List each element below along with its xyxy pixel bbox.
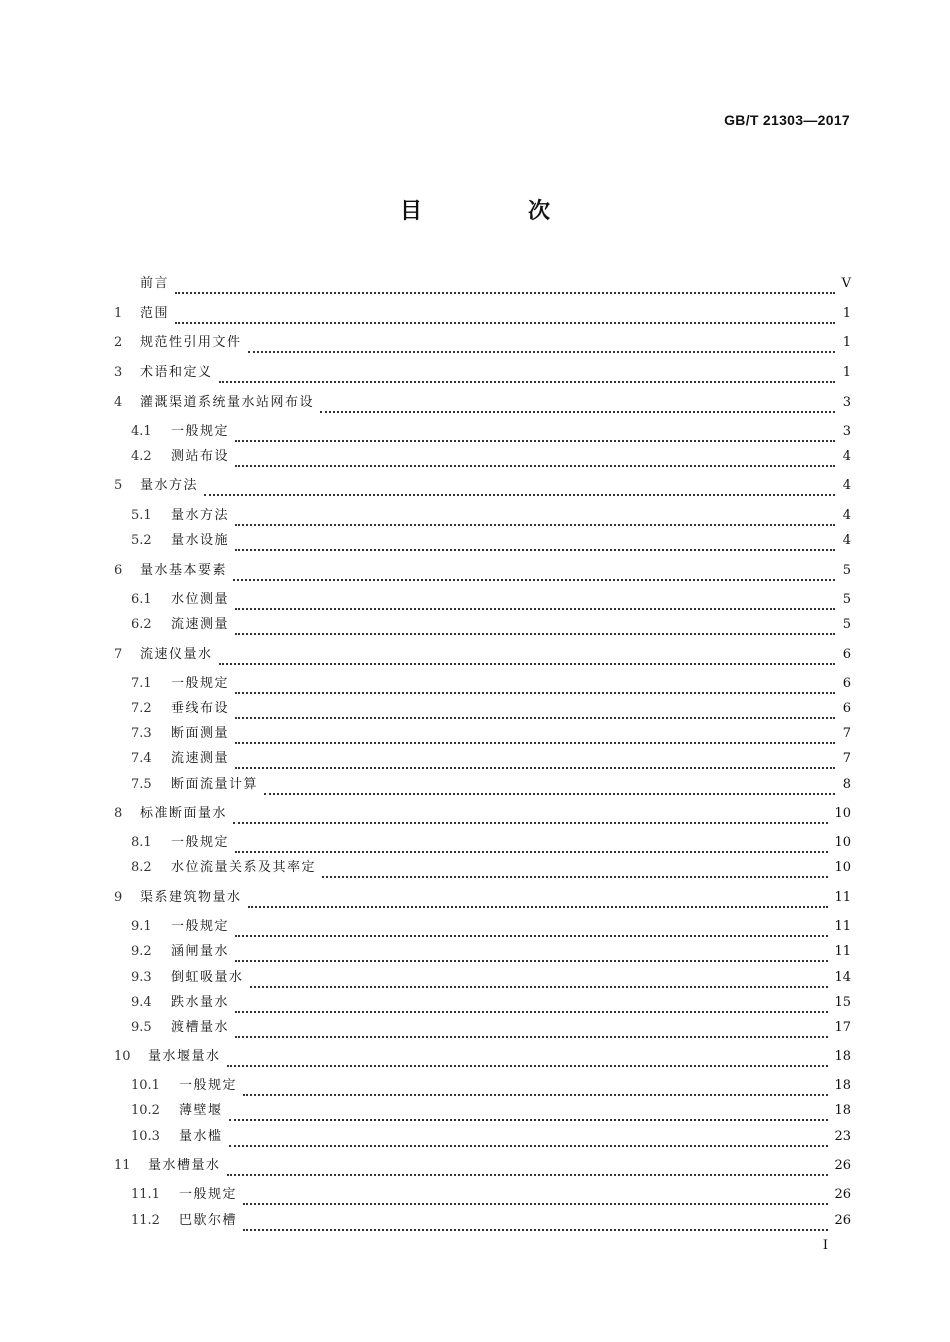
toc-item[interactable] [114,363,851,383]
toc-item[interactable] [114,1156,851,1176]
toc-dot-leader [227,1052,829,1067]
toc-item-title: 流速仪量水 [140,647,213,662]
toc-item-page: 11 [834,944,851,959]
toc-item-number: 4.2 [131,449,152,464]
toc-item-title: 一般规定 [171,424,230,439]
toc-item[interactable] [131,590,851,610]
toc-item-number: 11.1 [131,1187,160,1202]
toc-dot-leader [235,679,835,694]
toc-item[interactable] [131,422,851,442]
toc-item[interactable] [131,917,851,937]
toc-item-title: 水位流量关系及其率定 [171,860,317,875]
toc-item[interactable] [114,304,851,324]
toc-dot-leader [233,566,835,581]
toc-dot-leader [248,338,835,353]
toc-item-title: 一般规定 [179,1187,238,1202]
toc-item-title: 巴歇尔槽 [179,1213,238,1228]
toc-item-page: 6 [842,701,851,716]
toc-item[interactable] [114,561,851,581]
toc-item[interactable] [131,1185,851,1205]
toc-item-number: 7 [114,647,123,662]
toc-item-number: 7.1 [131,676,152,691]
toc-item-page: 26 [834,1213,851,1228]
toc-item-page: 18 [834,1103,851,1118]
toc-item-number: 10.3 [131,1129,160,1144]
toc-item[interactable] [114,1047,851,1067]
toc-item[interactable] [131,506,851,526]
toc-item[interactable] [114,274,851,294]
toc-item[interactable] [131,699,851,719]
toc-item-page: 18 [834,1049,851,1064]
toc-item-number: 5.1 [131,508,152,523]
toc-item-number: 9.3 [131,970,152,985]
toc-item-number: 9.1 [131,919,152,934]
toc-item-number: 1 [114,306,123,321]
toc-item[interactable] [131,531,851,551]
toc-item[interactable] [131,1076,851,1096]
toc-item-number: 2 [114,335,123,350]
toc-dot-leader [233,809,828,824]
toc-item[interactable] [131,993,851,1013]
toc-item-page: 6 [842,676,851,691]
toc-item-number: 11 [114,1158,131,1173]
toc-item-page: 26 [834,1187,851,1202]
toc-item-page: 10 [834,806,851,821]
toc-dot-leader [243,1190,828,1205]
toc-item-number: 3 [114,365,123,380]
toc-item[interactable] [114,804,851,824]
toc-dot-leader [204,481,835,496]
toc-item-number: 4.1 [131,424,152,439]
toc-item-number: 5.2 [131,533,152,548]
toc-item-number: 6.1 [131,592,152,607]
toc-item-page: 18 [834,1078,851,1093]
toc-item[interactable] [114,476,851,496]
toc-item-title: 一般规定 [179,1078,238,1093]
toc-item-title: 跌水量水 [171,995,230,1010]
toc-item-page: 10 [834,860,851,875]
toc-item[interactable] [131,615,851,635]
toc-dot-leader [264,780,835,795]
toc-item[interactable] [131,674,851,694]
toc-item-title: 一般规定 [171,919,230,934]
toc-dot-leader [243,1216,828,1231]
toc-item-title: 涵闸量水 [171,944,230,959]
toc-item-number: 9.2 [131,944,152,959]
toc-dot-leader [229,1132,829,1147]
toc-item-page: 5 [842,592,851,607]
toc-item-title: 流速测量 [171,751,230,766]
toc-dot-leader [235,754,835,769]
toc-item[interactable] [114,645,851,665]
page-number: I [822,1238,828,1253]
toc-dot-leader [175,309,835,324]
toc-item[interactable] [114,393,851,413]
toc-item[interactable] [131,833,851,853]
toc-dot-leader [235,838,828,853]
toc-item-page: 1 [842,306,851,321]
page-title: 目 次 [399,199,592,224]
toc-item-title: 量水设施 [171,533,230,548]
toc-dot-leader [235,536,835,551]
toc-item-number: 7.4 [131,751,152,766]
toc-item-number: 8.2 [131,860,152,875]
toc-item-title: 测站布设 [171,449,230,464]
toc-item-title: 一般规定 [171,835,230,850]
toc-dot-leader [235,620,835,635]
toc-dot-leader [235,1023,828,1038]
toc-item-page: 6 [842,647,851,662]
toc-item-number: 9.5 [131,1020,152,1035]
toc-item-number: 7.3 [131,726,152,741]
toc-item-title: 倒虹吸量水 [171,970,244,985]
toc-item-title: 量水槽量水 [148,1158,221,1173]
toc-item-title: 流速测量 [171,617,230,632]
toc-item[interactable] [131,749,851,769]
toc-dot-leader [235,729,835,744]
toc-item-page: 26 [834,1158,851,1173]
toc-item-title: 标准断面量水 [140,806,228,821]
toc-item-title: 范围 [140,306,170,321]
toc-item-number: 9 [114,890,123,905]
toc-dot-leader [229,1106,829,1121]
toc-dot-leader [235,998,828,1013]
toc-item-title: 量水基本要素 [140,563,228,578]
toc-item-number: 8.1 [131,835,152,850]
toc-dot-leader [322,863,828,878]
toc-dot-leader [250,973,829,988]
toc-item[interactable] [131,1127,851,1147]
toc-item-number: 7.5 [131,777,152,792]
toc-item[interactable] [131,447,851,467]
toc-dot-leader [227,1161,829,1176]
toc-item-page: 11 [834,919,851,934]
toc-item[interactable] [114,888,851,908]
toc-item-page: 8 [842,777,851,792]
toc-item[interactable] [131,1018,851,1038]
toc-item[interactable] [131,1211,851,1231]
toc-dot-leader [320,398,835,413]
toc-item-page: 23 [834,1129,851,1144]
toc-item-title: 术语和定义 [140,365,213,380]
toc-item-page: 3 [842,395,851,410]
toc-item-number: 7.2 [131,701,152,716]
toc-item[interactable] [114,333,851,353]
toc-item-page: 7 [842,726,851,741]
toc-item-title: 量水方法 [171,508,230,523]
toc-item-number: 10 [114,1049,131,1064]
toc-item-page: 5 [842,617,851,632]
toc-item-page: 15 [834,995,851,1010]
toc-item-page: 10 [834,835,851,850]
toc-dot-leader [235,452,835,467]
toc-dot-leader [235,595,835,610]
toc-item-page: 1 [842,335,851,350]
toc-item-title: 灌溉渠道系统量水站网布设 [140,395,315,410]
toc-item-number: 4 [114,395,123,410]
toc-item[interactable] [131,942,851,962]
toc-dot-leader [248,893,829,908]
toc-dot-leader [175,279,835,294]
toc-dot-leader [235,947,828,962]
toc-dot-leader [235,427,835,442]
toc-item-title: 渠系建筑物量水 [140,890,242,905]
toc-item[interactable] [131,858,851,878]
toc-item[interactable] [131,724,851,744]
toc-item-title: 前言 [140,276,170,291]
toc-dot-leader [235,511,835,526]
toc-item-page: 1 [842,365,851,380]
toc-item-page: 5 [842,563,851,578]
toc-item-title: 量水槛 [179,1129,223,1144]
toc-dot-leader [219,650,835,665]
toc-item-title: 一般规定 [171,676,230,691]
toc-item-page: V [841,276,851,291]
toc-dot-leader [235,704,835,719]
toc-item-page: 7 [842,751,851,766]
toc-item-number: 5 [114,478,123,493]
toc-item-page: 4 [842,508,851,523]
toc-item[interactable] [131,968,851,988]
toc-item-title: 量水方法 [140,478,199,493]
toc-item-page: 3 [842,424,851,439]
toc-item-page: 17 [834,1020,851,1035]
toc-item-page: 4 [842,533,851,548]
toc-item-number: 8 [114,806,123,821]
toc-item-title: 断面测量 [171,726,230,741]
toc-item-page: 4 [842,449,851,464]
toc-dot-leader [243,1081,828,1096]
toc-item-title: 水位测量 [171,592,230,607]
toc-item-title: 规范性引用文件 [140,335,242,350]
toc-item-title: 断面流量计算 [171,777,259,792]
toc-dot-leader [219,368,835,383]
toc-item-page: 11 [834,890,851,905]
toc-item-title: 薄壁堰 [179,1103,223,1118]
toc-item-page: 4 [842,478,851,493]
toc-item[interactable] [131,775,851,795]
toc-item-number: 9.4 [131,995,152,1010]
toc-item-title: 量水堰量水 [148,1049,221,1064]
toc-item-number: 10.1 [131,1078,160,1093]
toc-item[interactable] [131,1101,851,1121]
toc-item-number: 6 [114,563,123,578]
standard-code: GB/T 21303—2017 [724,112,850,128]
toc-item-title: 渡槽量水 [171,1020,230,1035]
toc-item-number: 10.2 [131,1103,160,1118]
toc-dot-leader [235,922,828,937]
toc-item-title: 垂线布设 [171,701,230,716]
toc-item-number: 11.2 [131,1213,160,1228]
toc-item-page: 14 [834,970,851,985]
toc-item-number: 6.2 [131,617,152,632]
